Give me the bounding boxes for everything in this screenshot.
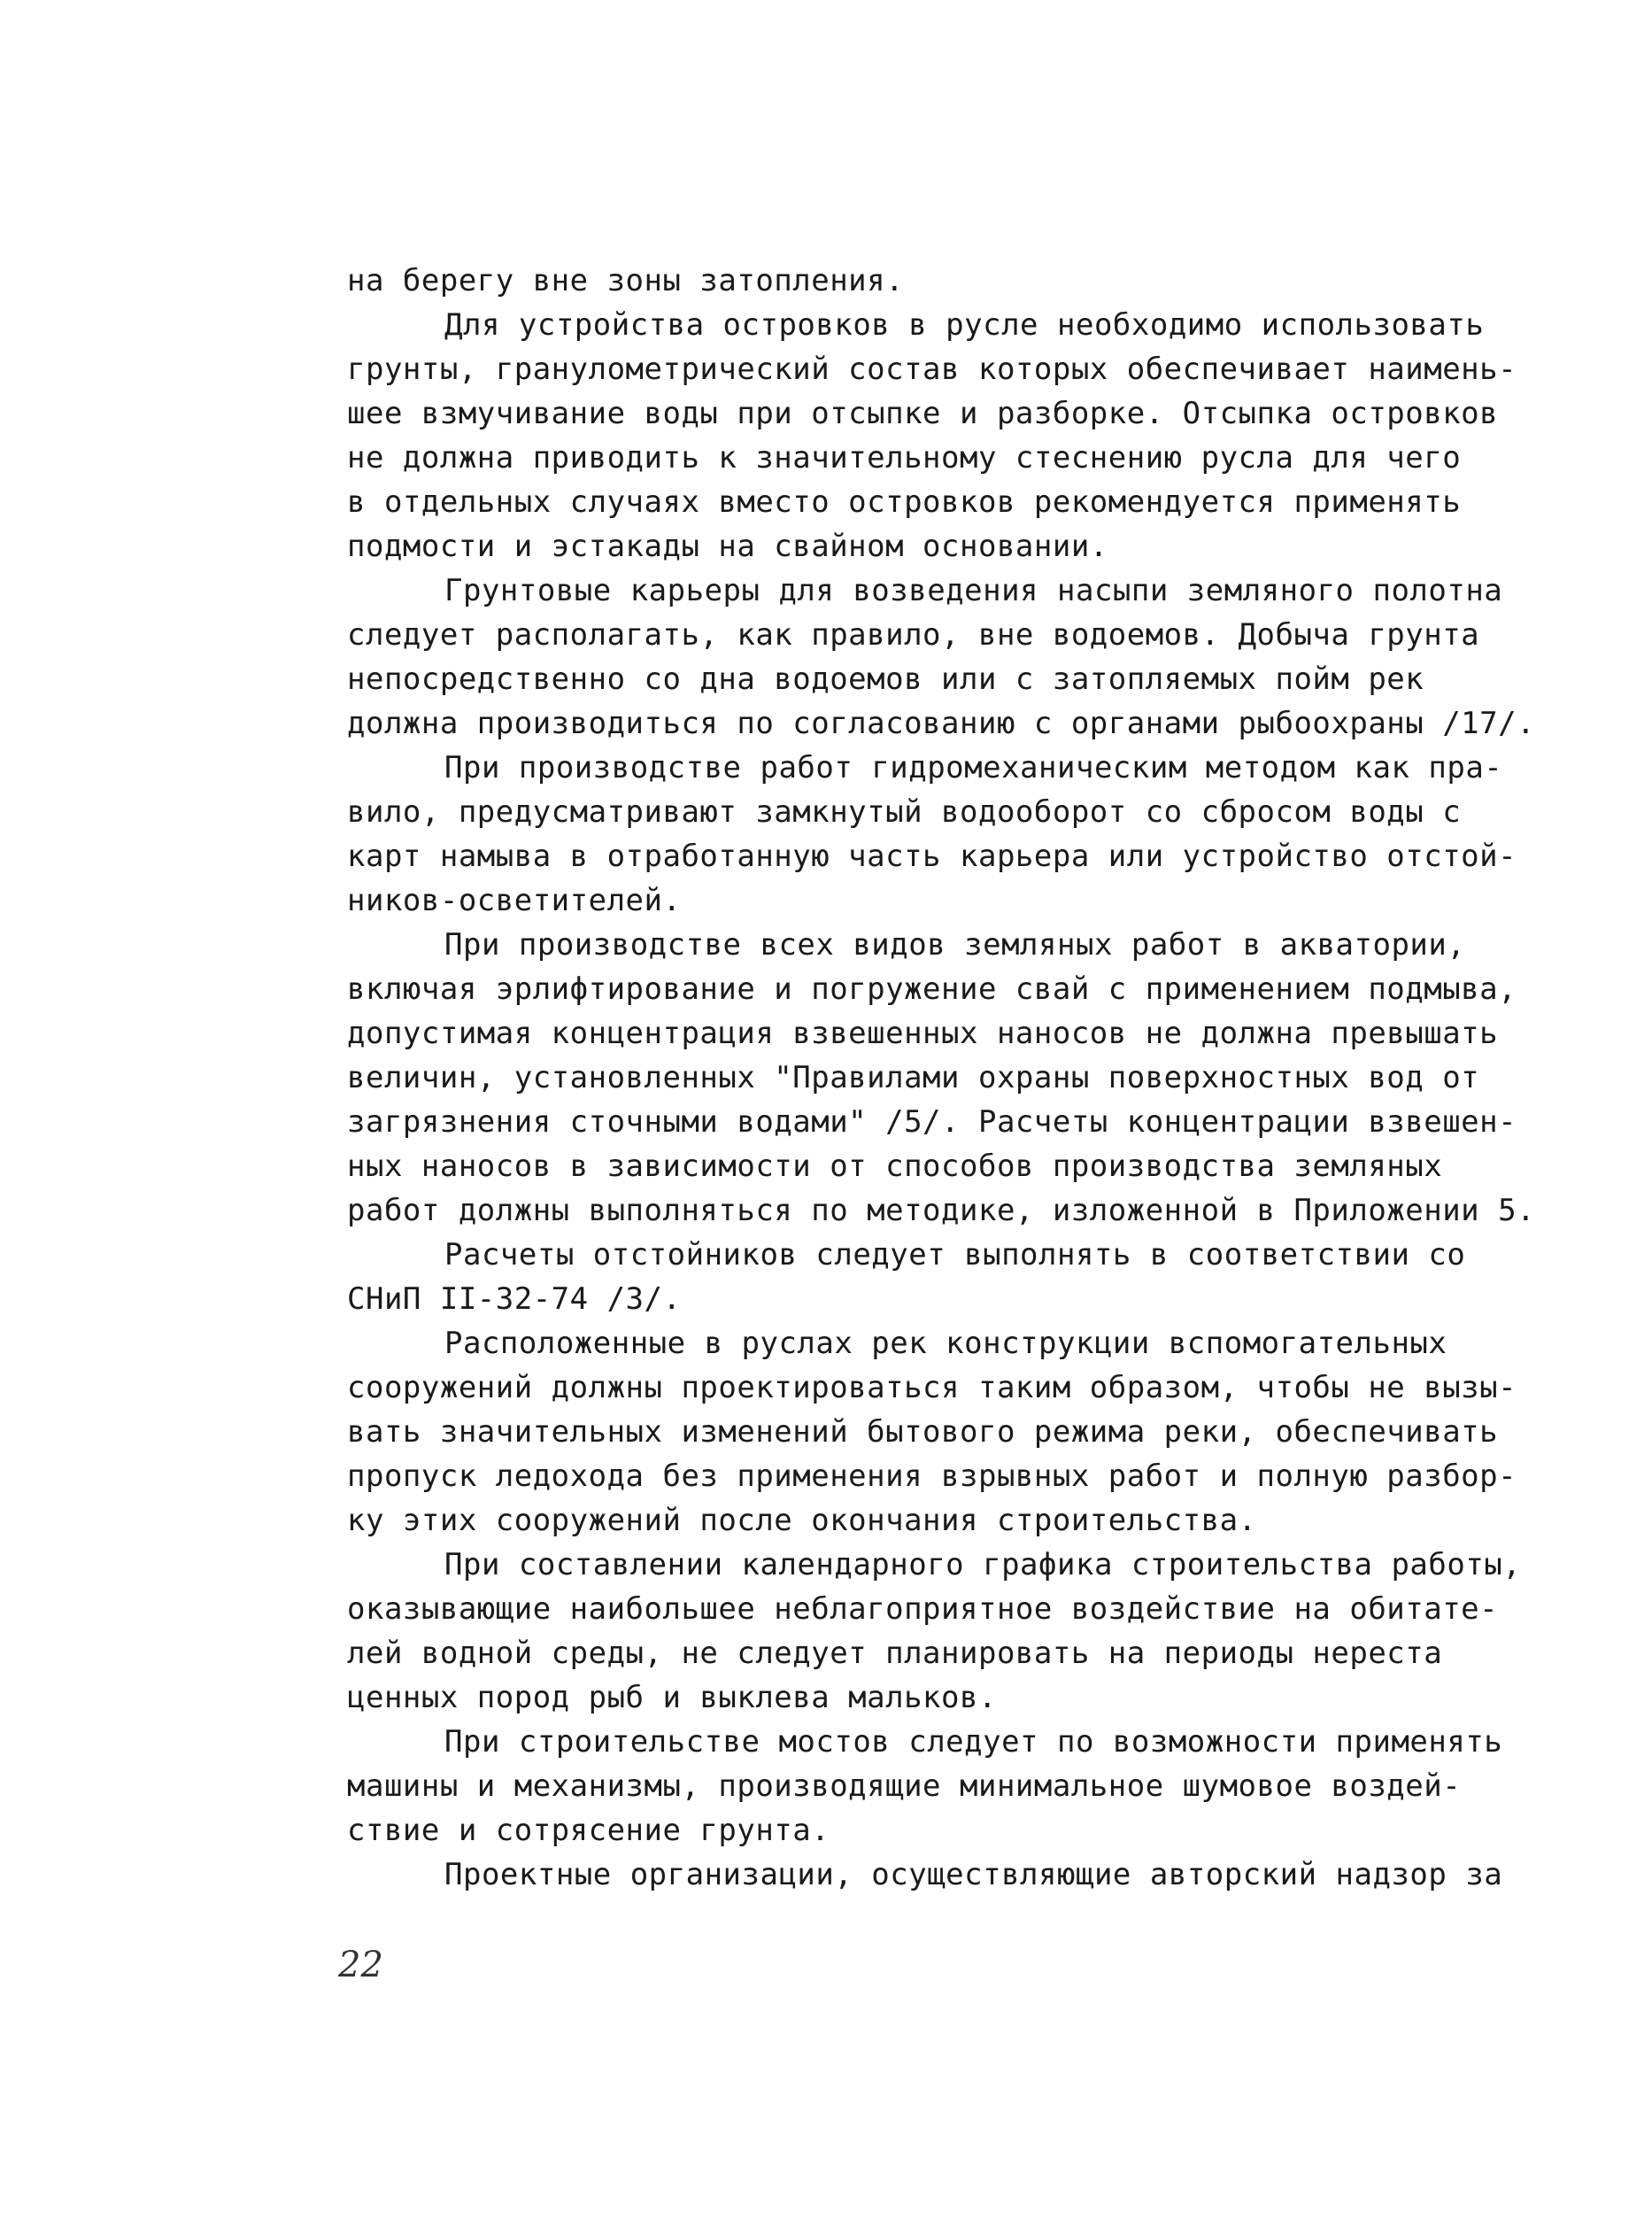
text-line: Грунтовые карьеры для возведения насыпи земляного полотна [444, 573, 1503, 608]
text-line: ценных пород рыб и выклева мальков. [347, 1680, 997, 1715]
text-line: величин, установленных "Правилами охраны поверхностных вод от [347, 1060, 1480, 1095]
body-text [347, 259, 1536, 1897]
text-line: загрязнения сточными водами" /5/. Расчеты концентрации взвешен- [347, 1104, 1517, 1140]
text-line: При производстве работ гидромеханическим методом как пра- [444, 750, 1503, 785]
text-line: машины и механизмы, производящие минимальное шумовое воздей- [347, 1768, 1462, 1804]
text-line: грунты, гранулометрический состав которых обеспечивает наимень- [347, 352, 1517, 387]
text-line: следует располагать, как правило, вне водоемов. Добыча грунта [347, 617, 1480, 653]
text-line: пропуск ледохода без применения взрывных работ и полную разбор- [347, 1458, 1517, 1494]
text-line: не должна приводить к значительному стеснению русла для чего [347, 440, 1462, 476]
text-line: ку этих сооружений после окончания строительства. [347, 1503, 1257, 1538]
text-line: Проектные организации, осуществляющие авторский надзор за [444, 1857, 1503, 1892]
text-line: должна производиться по согласованию с органами рыбоохраны /17/. [347, 706, 1536, 741]
text-line: СНиП II-32-74 /3/. [347, 1281, 682, 1317]
text-line: допустимая концентрация взвешенных наносов не должна превышать [347, 1016, 1499, 1051]
text-line: Расчеты отстойников следует выполнять в соответствии со [444, 1237, 1466, 1273]
page-number: 22 [338, 1945, 383, 1985]
text-line: сооружений должны проектироваться таким образом, чтобы не вызы- [347, 1370, 1517, 1405]
text-line: включая эрлифтирование и погружение свай с применением подмыва, [347, 971, 1517, 1007]
text-line: При составлении календарного графика строительства работы, [444, 1547, 1522, 1582]
text-line: на берегу вне зоны затопления. [347, 263, 905, 298]
text-line: шее взмучивание воды при отсыпке и разборке. Отсыпка островков [347, 396, 1499, 431]
text-line: ников-осветителей. [347, 883, 682, 918]
text-line: в отдельных случаях вместо островков рекомендуется применять [347, 484, 1462, 520]
text-line: При производстве всех видов земляных работ в акватории, [444, 927, 1466, 963]
text-line: вило, предусматривают замкнутый водооборот со сбросом воды с [347, 794, 1462, 830]
text-line: Для устройства островков в русле необходимо использовать [444, 307, 1485, 343]
text-line: непосредственно со дна водоемов или с затопляемых пойм рек [347, 661, 1424, 697]
text-line: ствие и сотрясение грунта. [347, 1813, 830, 1848]
text-line: работ должны выполняться по методике, изложенной в Приложении 5. [347, 1193, 1536, 1228]
text-line: ных наносов в зависимости от способов производства земляных [347, 1149, 1443, 1184]
text-line: оказывающие наибольшее неблагоприятное воздействие на обитате- [347, 1591, 1499, 1627]
text-line: При строительстве мостов следует по возможности применять [444, 1724, 1503, 1760]
text-line: лей водной среды, не следует планировать на периоды нереста [347, 1636, 1443, 1671]
text-line: вать значительных изменений бытового режима реки, обеспечивать [347, 1414, 1499, 1450]
text-line: карт намыва в отработанную часть карьера или устройство отстой- [347, 839, 1517, 874]
text-line: подмости и эстакады на свайном основании. [347, 529, 1108, 564]
text-line: Расположенные в руслах рек конструкции вспомогательных [444, 1326, 1447, 1361]
